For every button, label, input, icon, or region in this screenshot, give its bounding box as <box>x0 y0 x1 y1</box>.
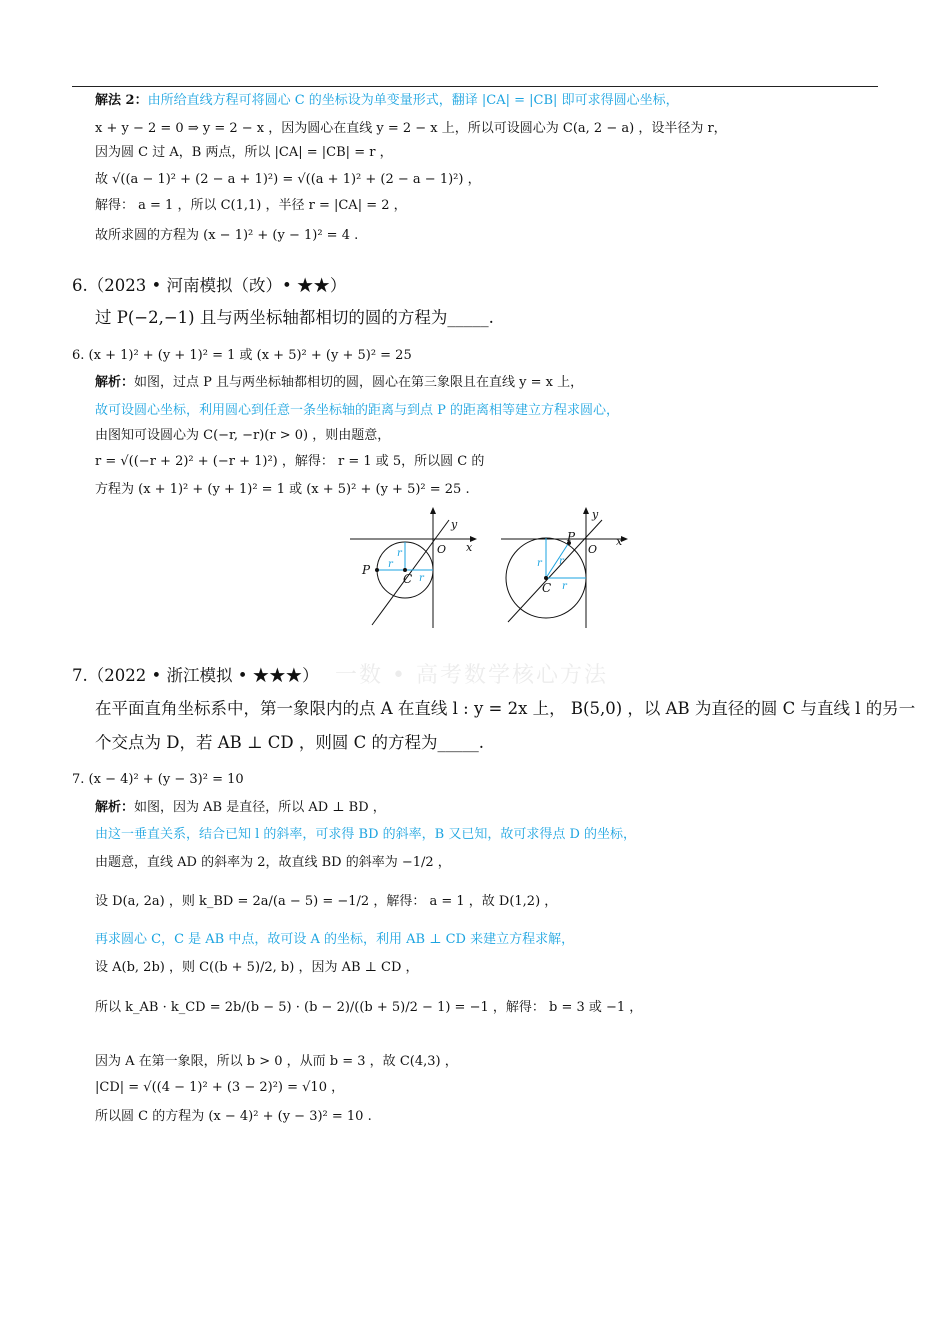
sol7-hint-2: 再求圆心 C，C 是 AB 中点，故可设 A 的坐标，利用 AB ⊥ CD 来建立方程求解， <box>95 932 575 947</box>
fig1-axis-y: y <box>451 518 458 531</box>
q7-line-2: 个交点为 D，若 AB ⊥ CD ，则圆 C 的方程为_____. <box>95 733 484 752</box>
sol5-line-3: 故 √((a − 1)² + (2 − a + 1)²) = √((a + 1)² + (2 − a − 1)²) ， <box>95 172 481 187</box>
sol7-line-4: 设 A(b, 2b) ，则 C((b + 5)/2, b) ，因为 AB ⊥ CD ， <box>95 960 419 975</box>
fig2-radius-v: r <box>537 558 542 569</box>
sol5-line-4: 解得： a = 1 ，所以 C(1,1) ，半径 r = |CA| = 2 ， <box>95 198 407 213</box>
sol5-line-1: x + y − 2 = 0 ⇒ y = 2 − x ，因为圆心在直线 y = 2 − x 上，所以可设圆心为 C(a, 2 − a) ，设半径为 r， <box>95 121 727 136</box>
q7-header: 7.（2022 • 浙江模拟 • ★★★） <box>72 666 319 685</box>
sol6-line-1 <box>95 375 583 391</box>
fig2-radius-h: r <box>562 581 567 592</box>
sol7-line-7: |CD| = √((4 − 1)² + (3 − 2)²) = √10 ， <box>95 1080 345 1095</box>
fig2-axis-x: x <box>616 535 623 548</box>
fig1-center-c: C <box>403 572 413 586</box>
sol7-line-8: 所以圆 C 的方程为 (x − 4)² + (y − 3)² = 10 . <box>95 1109 372 1124</box>
fig1-axis-x: x <box>466 541 473 554</box>
sol6-line-4: 方程为 (x + 1)² + (y + 1)² = 1 或 (x + 5)² + (y + 5)² = 25 . <box>95 482 470 497</box>
fig1-radius-r: r <box>419 573 424 584</box>
sol7-hint-1: 由这一垂直关系，结合已知 l 的斜率，可求得 BD 的斜率，B 又已知，故可求得点 D 的坐标， <box>95 827 637 842</box>
sol7-line-5: 所以 k_AB · k_CD = 2b/(b − 5) · (b − 2)/((b + 5)/2 − 1) = −1 ，解得： b = 3 或 −1 ， <box>95 1000 643 1015</box>
q7-line-1: 在平面直角坐标系中，第一象限内的点 A 在直线 l : y = 2x 上， B(5,0) ，以 AB 为直径的圆 C 与直线 l 的另一 <box>95 699 916 718</box>
fig1-point-p: P <box>362 563 371 577</box>
sol5-line-2: 因为圆 C 过 A，B 两点，所以 |CA| = |CB| = r ， <box>95 145 393 160</box>
q6-text: 过 P(−2,−1) 且与两坐标轴都相切的圆的方程为_____. <box>95 308 494 327</box>
sol5-method2-line <box>95 93 679 109</box>
sol5-method2-hint: 由所给直线方程可将圆心 C 的坐标设为单变量形式，翻译 |CA| = |CB| 即可求得圆心坐标， <box>147 93 679 108</box>
fig1-radius-l: r <box>388 559 393 570</box>
sol6-line-2: 由图知可设圆心为 C(−r, −r)(r > 0) ，则由题意， <box>95 428 391 443</box>
q6-header: 6.（2023 • 河南模拟（改）• ★★） <box>72 276 347 295</box>
fig2-radius-d: r <box>559 556 564 567</box>
sol5-line-5: 故所求圆的方程为 (x − 1)² + (y − 1)² = 4 . <box>95 228 359 243</box>
figure-circle-r1 <box>345 506 480 631</box>
sol6-answer: 6. (x + 1)² + (y + 1)² = 1 或 (x + 5)² + (y + 5)² = 25 <box>72 348 412 363</box>
sol7-label: 解析： <box>95 800 135 815</box>
header-rule <box>72 86 878 87</box>
sol7-line-2: 由题意，直线 AD 的斜率为 2，故直线 BD 的斜率为 −1/2 ， <box>95 855 451 870</box>
sol7-answer: 7. (x − 4)² + (y − 3)² = 10 <box>72 772 244 787</box>
sol6-hint: 故可设圆心坐标，利用圆心到任意一条坐标轴的距离与到点 P 的距离相等建立方程求圆心， <box>95 403 620 418</box>
fig2-point-p: P <box>567 530 576 544</box>
sol7-line-1 <box>95 800 386 816</box>
sol7-line-1-text: 如图，因为 AB 是直径，所以 AD ⊥ BD ， <box>134 800 386 815</box>
fig1-origin: O <box>437 543 447 556</box>
fig2-origin: O <box>588 543 598 556</box>
sol5-method2-label: 解法 2： <box>95 93 148 108</box>
sol7-line-3: 设 D(a, 2a) ，则 k_BD = 2a/(a − 5) = −1/2 ，解得： a = 1 ，故 D(1,2) ， <box>95 894 558 909</box>
sol7-line-6: 因为 A 在第一象限，所以 b > 0 ，从而 b = 3 ，故 C(4,3) ， <box>95 1054 458 1069</box>
watermark: 一数 • 高考数学核心方法 <box>335 663 608 688</box>
sol6-line-1-text: 如图，过点 P 且与两坐标轴都相切的圆，圆心在第三象限且在直线 y = x 上， <box>134 375 584 390</box>
fig2-center-c: C <box>542 581 552 595</box>
figure-circle-r5 <box>496 506 631 631</box>
sol6-label: 解析： <box>95 375 135 390</box>
fig2-axis-y: y <box>592 508 599 521</box>
fig1-radius-v: r <box>397 548 402 559</box>
sol6-line-3: r = √((−r + 2)² + (−r + 1)²) ，解得： r = 1 或 5，所以圆 C 的 <box>95 454 485 469</box>
